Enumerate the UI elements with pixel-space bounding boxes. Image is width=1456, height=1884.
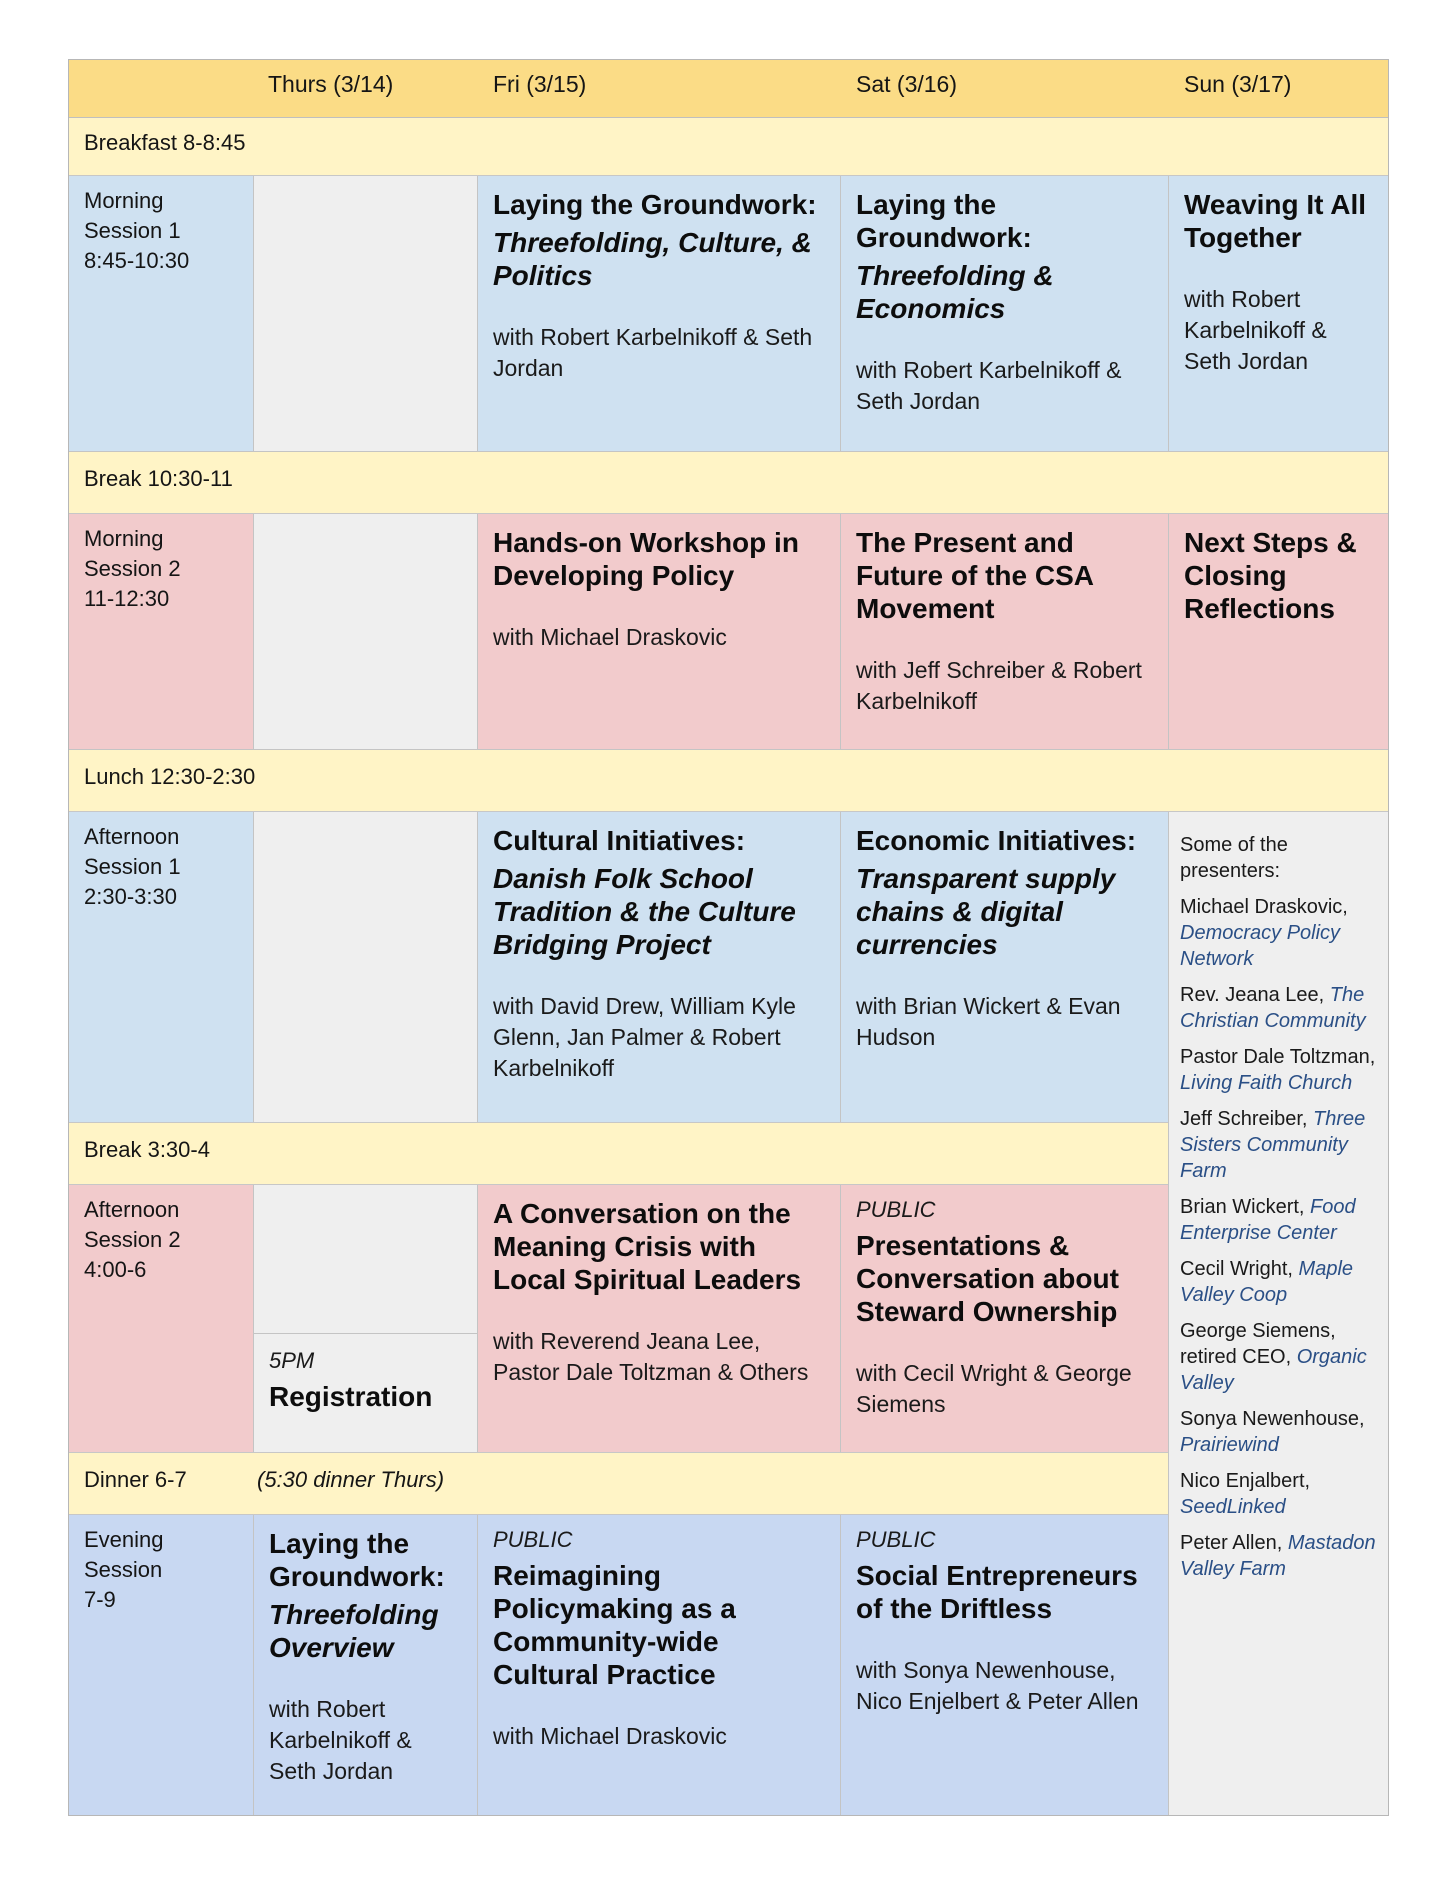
break-label: Break 3:30-4: [84, 1137, 210, 1162]
session-title: Laying the Groundwork:: [493, 189, 817, 220]
presenter-organization: Maple Valley Coop: [1180, 1258, 1354, 1306]
lunch-label: Lunch 12:30-2:30: [84, 764, 256, 789]
presenter-name: Pastor Dale Toltzman,: [1180, 1046, 1376, 1068]
fri-morning-2-session: [477, 514, 840, 750]
dinner-note: (5:30 dinner Thurs): [257, 1467, 445, 1492]
session-presenters: with Robert Karbelnikoff & Seth Jordan: [1184, 286, 1327, 374]
session-title: Reimagining Policymaking as a Community-wide Cultural Practice: [493, 1560, 736, 1690]
slot-line: Morning: [84, 188, 164, 213]
presenter-entry: [1180, 1530, 1378, 1582]
slot-morning-session-2: [69, 514, 253, 750]
session-presenters: with Reverend Jeana Lee, Pastor Dale Toltzman & Others: [493, 1328, 809, 1385]
presenter-organization: The Christian Community: [1180, 984, 1366, 1032]
session-presenters: with Robert Karbelnikoff & Seth Jordan: [269, 1696, 412, 1784]
public-tag: PUBLIC: [856, 1197, 936, 1222]
slot-line: Afternoon: [84, 1197, 180, 1222]
slot-line: Morning: [84, 526, 164, 551]
session-presenters: with Brian Wickert & Evan Hudson: [856, 993, 1121, 1050]
slot-afternoon-session-2: [69, 1185, 253, 1452]
slot-morning-session-1: [69, 176, 253, 452]
session-presenters: with Michael Draskovic: [493, 624, 727, 650]
fri-afternoon-2-session: [477, 1185, 840, 1452]
lunch-bar: [69, 750, 1388, 812]
presenter-name: Nico Enjalbert,: [1180, 1470, 1311, 1492]
presenters-panel: [1168, 812, 1388, 1815]
session-subtitle: Threefolding & Economics: [856, 260, 1054, 324]
slot-line: Session 1: [84, 218, 181, 243]
header-saturday: Sat (3/16): [856, 71, 957, 97]
header-thursday: Thurs (3/14): [268, 71, 394, 97]
presenter-entry: [1180, 1406, 1378, 1458]
session-subtitle: Threefolding, Culture, & Politics: [493, 227, 812, 291]
registration-title: Registration: [269, 1381, 433, 1412]
thu-registration-cell: [253, 1334, 477, 1452]
presenter-name: Sonya Newenhouse,: [1180, 1408, 1365, 1430]
slot-time: 7-9: [84, 1587, 116, 1612]
session-title-line-2: Closing Reflections: [1184, 560, 1335, 624]
session-title: Cultural Initiatives:: [493, 825, 746, 856]
presenters-intro: Some of the presenters:: [1180, 834, 1288, 882]
slot-time: 8:45-10:30: [84, 248, 190, 273]
presenter-name: Michael Draskovic,: [1180, 896, 1348, 918]
session-presenters: with Michael Draskovic: [493, 1723, 727, 1749]
break-label: Break 10:30-11: [84, 466, 233, 491]
session-title: Social Entrepreneurs of the Driftless: [856, 1560, 1138, 1624]
session-title: Laying the Groundwork:: [856, 189, 1032, 253]
presenter-name: Jeff Schreiber,: [1180, 1108, 1314, 1130]
dinner-label: Dinner 6-7: [84, 1467, 187, 1492]
presenter-entry: [1180, 1468, 1378, 1520]
registration-time: 5PM: [269, 1348, 315, 1373]
thu-afternoon-1-empty: [253, 812, 477, 1122]
thu-morning-2-empty: [253, 514, 477, 750]
presenter-organization: Living Faith Church: [1180, 1072, 1353, 1094]
session-title: Presentations & Conversation about Steward Ownership: [856, 1230, 1119, 1327]
slot-line: Session 1: [84, 854, 181, 879]
presenter-entry: [1180, 894, 1378, 972]
header-row: [69, 60, 1388, 118]
fri-morning-1-session: [477, 176, 840, 452]
slot-line: Afternoon: [84, 824, 180, 849]
sun-morning-2-session: [1168, 514, 1388, 750]
header-sunday: Sun (3/17): [1184, 71, 1292, 97]
presenter-organization: Three Sisters Community Farm: [1180, 1108, 1366, 1182]
sat-afternoon-1-session: [840, 812, 1168, 1122]
presenter-organization: Food Enterprise Center: [1180, 1196, 1356, 1244]
slot-line: Evening: [84, 1527, 164, 1552]
slot-time: 2:30-3:30: [84, 884, 177, 909]
session-title: Economic Initiatives:: [856, 825, 1137, 856]
presenter-name: George Siemens, retired CEO,: [1180, 1320, 1336, 1368]
public-tag: PUBLIC: [493, 1527, 573, 1552]
slot-evening-session: [69, 1515, 253, 1815]
presenter-organization: Organic Valley: [1180, 1346, 1367, 1394]
session-presenters: with Cecil Wright & George Siemens: [856, 1360, 1132, 1417]
sat-evening-session: [840, 1515, 1168, 1815]
session-title: The Present and Future of the CSA Movement: [856, 527, 1093, 624]
session-title: Hands-on Workshop in Developing Policy: [493, 527, 799, 591]
thu-morning-1-empty: [253, 176, 477, 452]
dinner-bar: [69, 1452, 1168, 1515]
presenter-name: Brian Wickert,: [1180, 1196, 1311, 1218]
slot-time: 4:00-6: [84, 1257, 147, 1282]
presenter-entry: [1180, 1106, 1378, 1184]
slot-time: 11-12:30: [84, 586, 170, 611]
session-title: Next Steps &: [1184, 527, 1357, 558]
session-title: Weaving It All Together: [1184, 189, 1367, 253]
slot-line: Session 2: [84, 556, 181, 581]
session-presenters: with Robert Karbelnikoff & Seth Jordan: [856, 357, 1122, 414]
slot-line: Session: [84, 1557, 163, 1582]
presenter-name: Peter Allen,: [1180, 1532, 1288, 1554]
presenter-organization: Democracy Policy Network: [1180, 922, 1341, 970]
session-subtitle: Transparent supply chains & digital currencies: [856, 863, 1116, 960]
presenter-name: Rev. Jeana Lee,: [1180, 984, 1330, 1006]
presenter-organization: Mastadon Valley Farm: [1180, 1532, 1376, 1580]
public-tag: PUBLIC: [856, 1527, 936, 1552]
sat-afternoon-2-session: [840, 1185, 1168, 1452]
sun-morning-1-session: [1168, 176, 1388, 452]
presenter-entry: [1180, 1256, 1378, 1308]
sat-morning-2-session: [840, 514, 1168, 750]
break-bar-afternoon: [69, 1122, 1168, 1185]
presenter-entry: [1180, 982, 1378, 1034]
presenter-organization: SeedLinked: [1180, 1496, 1286, 1518]
presenter-list: [1180, 894, 1378, 1582]
session-presenters: with Sonya Newenhouse, Nico Enjelbert & Peter Allen: [856, 1657, 1139, 1714]
breakfast-label: Breakfast 8-8:45: [84, 130, 246, 155]
presenter-organization: Prairiewind: [1180, 1434, 1279, 1456]
slot-afternoon-session-1: [69, 812, 253, 1122]
break-bar-morning: [69, 452, 1388, 514]
session-subtitle: Threefolding Overview: [269, 1599, 439, 1663]
presenter-entry: [1180, 1194, 1378, 1246]
session-title: A Conversation on the Meaning Crisis with Local Spiritual Leaders: [493, 1198, 802, 1295]
session-presenters: with Robert Karbelnikoff & Seth Jordan: [493, 324, 813, 381]
slot-line: Session 2: [84, 1227, 181, 1252]
header-friday: Fri (3/15): [493, 71, 587, 97]
fri-evening-session: [477, 1515, 840, 1815]
presenter-name: Cecil Wright,: [1180, 1258, 1299, 1280]
session-presenters: with Jeff Schreiber & Robert Karbelnikoff: [856, 657, 1142, 714]
schedule-table: [68, 59, 1389, 1816]
sat-morning-1-session: [840, 176, 1168, 452]
session-presenters: with David Drew, William Kyle Glenn, Jan Palmer & Robert Karbelnikoff: [493, 993, 796, 1081]
presenter-entry: [1180, 1044, 1378, 1096]
breakfast-bar: [69, 118, 1388, 176]
thu-evening-session: [253, 1515, 477, 1815]
fri-afternoon-1-session: [477, 812, 840, 1122]
thu-afternoon-2-empty: [253, 1185, 477, 1334]
presenter-entry: [1180, 1318, 1378, 1396]
session-subtitle: Danish Folk School Tradition & the Culture Bridging Project: [493, 863, 796, 960]
session-title: Laying the Groundwork:: [269, 1528, 445, 1592]
